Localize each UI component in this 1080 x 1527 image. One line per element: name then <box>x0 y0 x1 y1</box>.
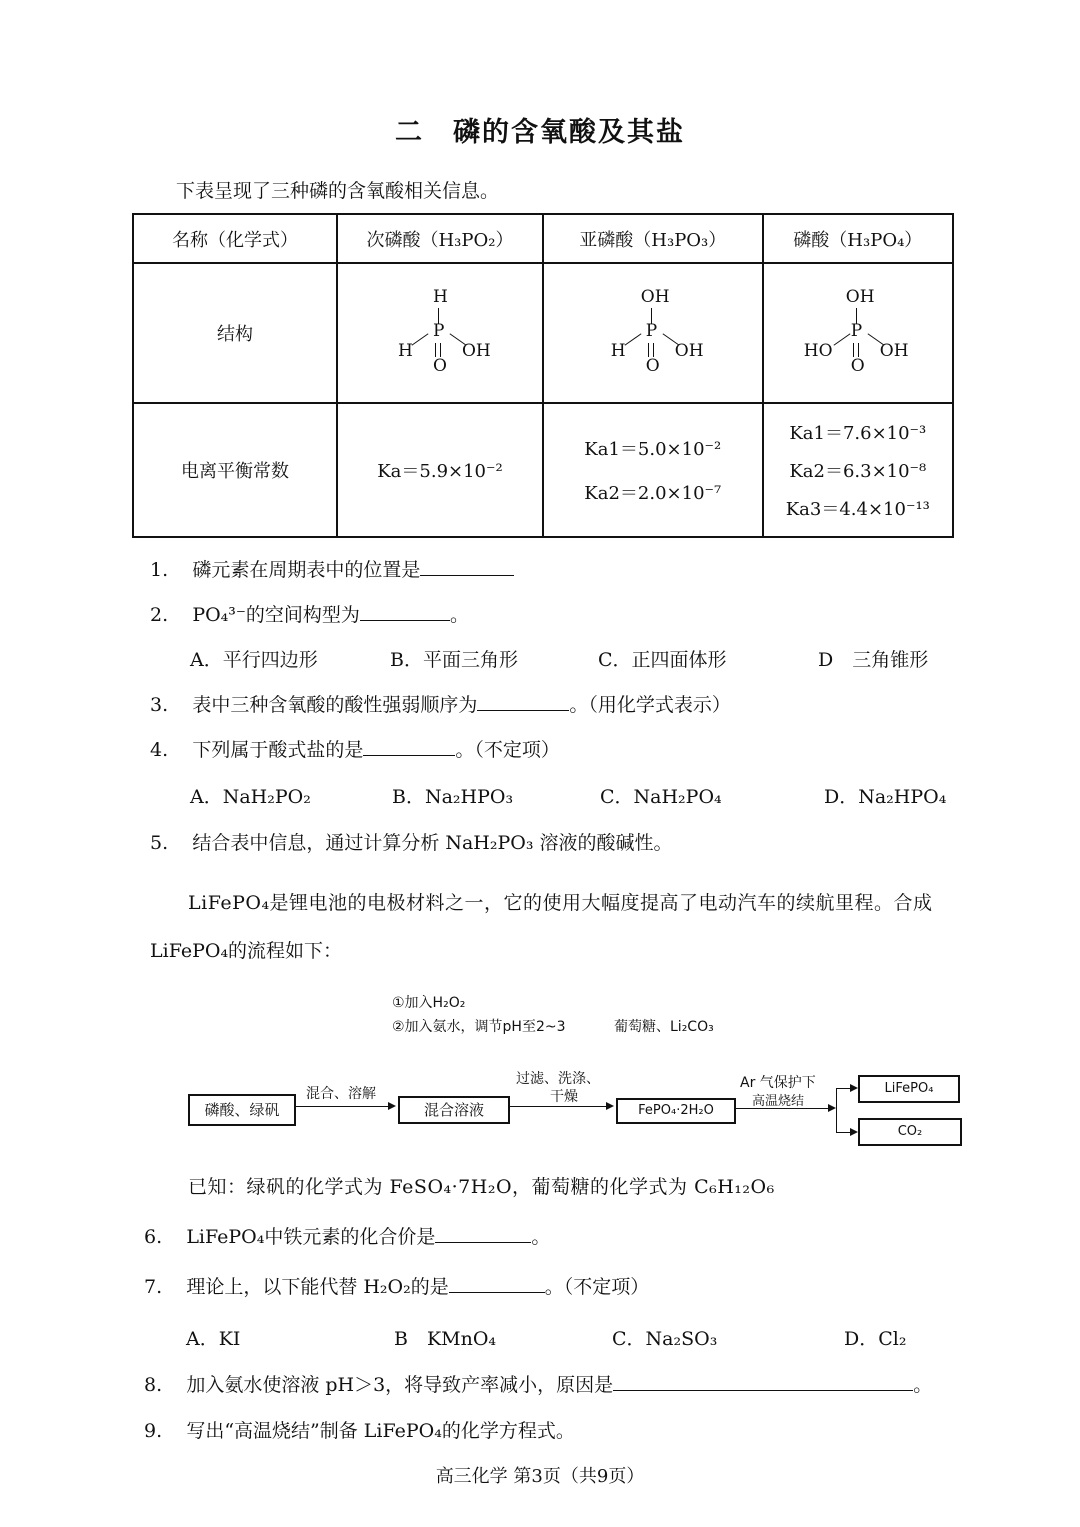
q4-answer-blank[interactable] <box>363 735 455 756</box>
bond-left <box>833 333 850 345</box>
h3po4-ka3: Ka3＝4.4×10⁻¹³ <box>785 499 930 520</box>
q8-text: 加入氨水使溶液 pH＞3，将导致产率减小，原因是 <box>186 1374 614 1396</box>
h3po3-ka2: Ka2＝2.0×10⁻⁷ <box>584 483 722 504</box>
flow-arrow-2 <box>508 1106 612 1107</box>
header-h3po4: 磷酸（H₃PO₄） <box>763 214 953 263</box>
atom-o-bottom: O <box>432 355 447 376</box>
q7-option-b[interactable]: B KMnO₄ <box>394 1328 497 1350</box>
h3po4-structure <box>763 263 953 403</box>
q1-answer-blank[interactable] <box>420 555 514 576</box>
question-8 <box>144 1370 932 1397</box>
atom-oh-right: OH <box>461 340 491 361</box>
header-h3po3: 亚磷酸（H₃PO₃） <box>543 214 763 263</box>
section-title: 二 磷的含氧酸及其盐 <box>395 117 685 148</box>
atom-oh-right: OH <box>879 340 909 361</box>
h3po2-constant: Ka＝5.9×10⁻² <box>337 403 543 537</box>
question-2 <box>150 600 469 627</box>
flow-note-2: ②加入氨水，调节pH至2~3 <box>392 1019 566 1035</box>
constants-row <box>133 403 953 537</box>
flow-arrow-1 <box>294 1106 394 1107</box>
flow-branch-line <box>836 1088 837 1132</box>
flow-box-co2: CO₂ <box>858 1118 962 1146</box>
flow-arrow-to-co2 <box>836 1132 856 1133</box>
atom-ho-left: HO <box>803 340 833 361</box>
h3po3-structure <box>543 263 763 403</box>
q5-text: 结合表中信息，通过计算分析 NaH₂PO₃ 溶液的酸碱性。 <box>192 832 673 854</box>
h3po4-ka1: Ka1＝7.6×10⁻³ <box>789 423 927 444</box>
flow-step-ar-protection: Ar 气保护下 <box>740 1075 816 1091</box>
flow-box-fepo4: FePO₄·2H₂O <box>616 1098 736 1124</box>
header-h3po2: 次磷酸（H₃PO₂） <box>337 214 543 263</box>
flow-note-3: 葡萄糖、Li₂CO₃ <box>614 1019 714 1035</box>
question-6 <box>144 1222 550 1249</box>
h3po4-constants <box>763 403 953 537</box>
q8-answer-blank[interactable] <box>613 1370 913 1391</box>
atom-h-left: H <box>397 340 413 361</box>
q2-option-a[interactable]: A．平行四边形 <box>190 649 318 671</box>
structure-label: 结构 <box>133 263 337 403</box>
flow-box-mixed-solution: 混合溶液 <box>398 1096 510 1124</box>
q4-text: 下列属于酸式盐的是 <box>192 739 364 761</box>
question-7 <box>144 1272 649 1299</box>
lifepo4-paragraph-line2: LiFePO₄的流程如下： <box>150 940 343 962</box>
table-header-row <box>133 214 953 263</box>
flow-arrow-3 <box>734 1108 834 1109</box>
q9-text: 写出“高温烧结”制备 LiFePO₄的化学方程式。 <box>186 1420 575 1442</box>
q7-answer-blank[interactable] <box>449 1272 545 1293</box>
q7-option-d[interactable]: D．Cl₂ <box>844 1328 907 1350</box>
h3po3-constants <box>543 403 763 537</box>
atom-oh-top: OH <box>640 286 670 307</box>
structure-row <box>133 263 953 403</box>
q2-number: 2. <box>150 604 169 626</box>
question-3 <box>150 690 731 717</box>
question-4 <box>150 735 560 762</box>
flow-step-dry: 干燥 <box>550 1089 578 1105</box>
known-info: 已知：绿矾的化学式为 FeSO₄·7H₂O，葡萄糖的化学式为 C₆H₁₂O₆ <box>188 1176 775 1198</box>
h3po4-structure-diagram <box>798 283 918 379</box>
q3-answer-blank[interactable] <box>477 690 569 711</box>
q7-text-end: 。（不定项） <box>544 1276 650 1298</box>
q8-text-end: 。 <box>913 1374 933 1396</box>
flow-step-calcination: 高温烧结 <box>752 1094 805 1109</box>
intro-text: 下表呈现了三种磷的含氧酸相关信息。 <box>176 180 500 202</box>
question-1 <box>150 555 514 582</box>
flow-box-raw-materials: 磷酸、绿矾 <box>188 1094 296 1126</box>
q2-option-c[interactable]: C．正四面体形 <box>598 649 727 671</box>
h3po4-ka2: Ka2＝6.3×10⁻⁸ <box>789 461 927 482</box>
h3po2-structure <box>337 263 543 403</box>
flow-step-filter-wash: 过滤、洗涤、 <box>516 1071 600 1087</box>
page-footer: 高三化学 第3页（共9页） <box>435 1466 645 1487</box>
q4-option-c[interactable]: C．NaH₂PO₄ <box>600 786 722 808</box>
q7-text: 理论上，以下能代替 H₂O₂的是 <box>186 1276 449 1298</box>
q1-number: 1. <box>150 559 169 581</box>
atom-p: P <box>850 320 863 341</box>
q3-number: 3. <box>150 694 169 716</box>
q3-text: 表中三种含氧酸的酸性强弱顺序为 <box>192 694 478 716</box>
header-name-col: 名称（化学式） <box>133 214 337 263</box>
q4-option-b[interactable]: B．Na₂HPO₃ <box>392 786 514 808</box>
bond-double <box>648 343 654 357</box>
q4-option-d[interactable]: D．Na₂HPO₄ <box>824 786 947 808</box>
atom-p: P <box>432 320 445 341</box>
q3-text-end: 。（用化学式表示） <box>569 694 731 716</box>
constants-label: 电离平衡常数 <box>133 403 337 537</box>
bond-left <box>412 333 429 345</box>
q7-option-c[interactable]: C．Na₂SO₃ <box>612 1328 718 1350</box>
q5-number: 5. <box>150 832 169 854</box>
h3po3-ka1: Ka1＝5.0×10⁻² <box>584 439 722 460</box>
q9-number: 9. <box>144 1420 163 1442</box>
q7-number: 7. <box>144 1276 163 1298</box>
q2-option-d[interactable]: D 三角锥形 <box>818 649 929 671</box>
flow-note-1: ①加入H₂O₂ <box>392 995 466 1011</box>
q6-number: 6. <box>144 1226 163 1248</box>
acid-info-table <box>132 213 954 538</box>
atom-p: P <box>645 320 658 341</box>
q4-text-end: 。（不定项） <box>455 739 560 761</box>
q2-text: PO₄³⁻的空间构型为 <box>192 604 360 626</box>
q1-text: 磷元素在周期表中的位置是 <box>192 559 421 581</box>
q2-answer-blank[interactable] <box>360 600 450 621</box>
bond-left <box>624 333 641 345</box>
lifepo4-paragraph-line1: LiFePO₄是锂电池的电极材料之一，它的使用大幅度提高了电动汽车的续航里程。合成 <box>188 892 933 914</box>
q6-answer-blank[interactable] <box>435 1222 531 1243</box>
flow-arrow-to-lifepo4 <box>836 1088 856 1089</box>
flow-step-mix-dissolve: 混合、溶解 <box>306 1086 376 1102</box>
flow-box-lifepo4: LiFePO₄ <box>858 1075 960 1103</box>
q4-option-a[interactable]: A．NaH₂PO₂ <box>190 786 311 808</box>
q2-option-b[interactable]: B．平面三角形 <box>390 649 518 671</box>
atom-h-left: H <box>610 340 626 361</box>
q8-number: 8. <box>144 1374 163 1396</box>
h3po3-structure-diagram <box>593 283 713 379</box>
question-9 <box>144 1416 575 1443</box>
atom-oh-right: OH <box>674 340 704 361</box>
q6-text-end: 。 <box>531 1226 551 1248</box>
q6-text: LiFePO₄中铁元素的化合价是 <box>186 1226 436 1248</box>
h3po2-structure-diagram <box>380 283 500 379</box>
q2-text-end: 。 <box>449 604 469 626</box>
bond-double <box>853 343 859 357</box>
bond-double <box>435 343 441 357</box>
atom-o-bottom: O <box>850 355 865 376</box>
atom-oh-top: OH <box>845 286 875 307</box>
atom-h-top: H <box>432 286 448 307</box>
question-5 <box>150 828 673 855</box>
q4-number: 4. <box>150 739 169 761</box>
atom-o-bottom: O <box>645 355 660 376</box>
q7-option-a[interactable]: A．KI <box>186 1328 241 1350</box>
